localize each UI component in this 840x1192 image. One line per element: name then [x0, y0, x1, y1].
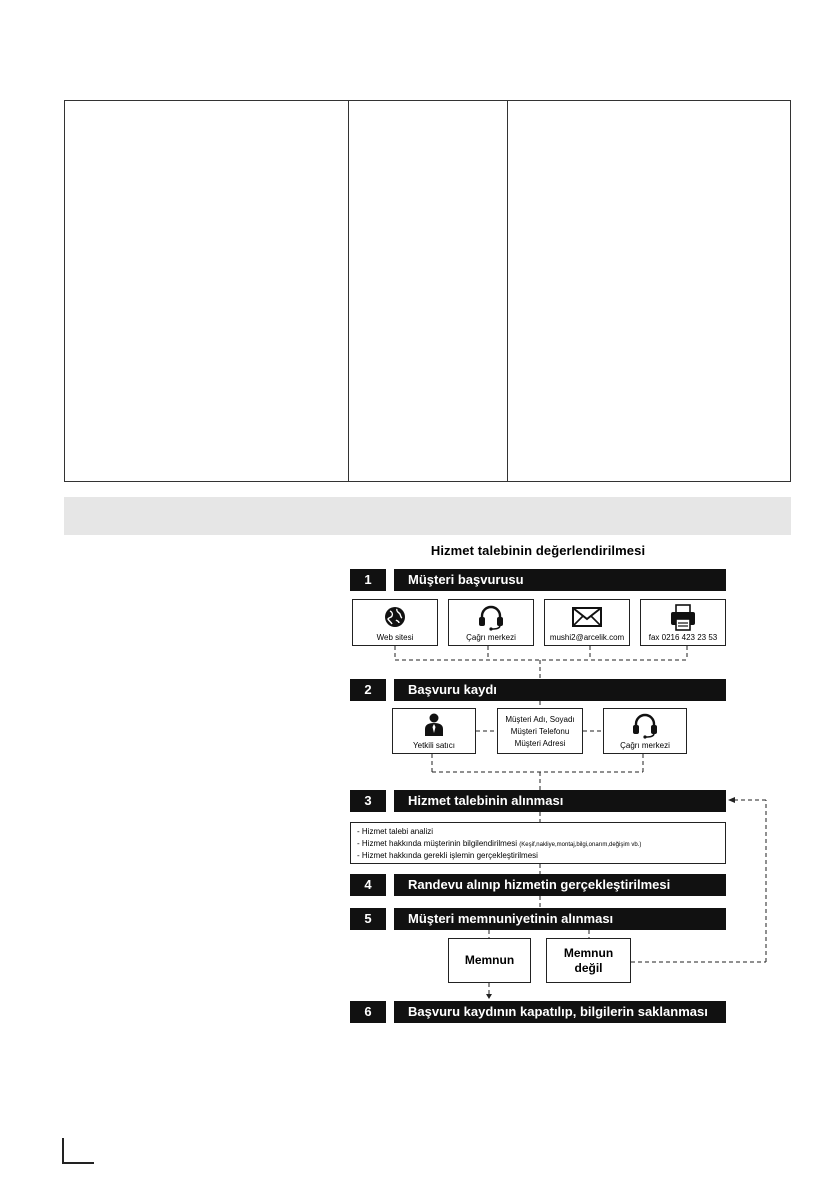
detail-line: - Hizmet hakkında gerekli işlemin gerçekleştirilmesi — [357, 851, 538, 860]
detail-text: - Hizmet hakkında müşterinin bilgilendirilmesi — [357, 839, 518, 848]
not-satisfied-label: Memnun — [563, 946, 614, 960]
step-label: Hizmet talebinin alınması — [408, 793, 564, 808]
channel-label: fax 0216 423 23 53 — [648, 633, 718, 642]
envelope-icon — [572, 607, 602, 627]
diagram-title: Hizmet talebinin değerlendirilmesi — [430, 543, 646, 558]
channel-label: Web sitesi — [376, 633, 414, 642]
step-3-bar — [350, 790, 726, 812]
step-number: 6 — [364, 1004, 372, 1019]
step-5-bar — [350, 908, 726, 930]
detail-line — [357, 839, 641, 848]
step-2-bar — [350, 679, 726, 701]
channel-call-center — [448, 599, 534, 646]
step-1-bar — [350, 569, 726, 591]
not-satisfied-box — [546, 938, 631, 983]
call-center-box — [603, 708, 687, 754]
step-label: Müşteri başvurusu — [408, 572, 524, 587]
channel-label: Çağrı merkezi — [466, 633, 516, 642]
step-label: Başvuru kaydının kapatılıp, bilgilerin saklanması — [408, 1004, 708, 1019]
step-number: 5 — [364, 911, 372, 926]
detail-line: Müşteri Adı, Soyadı — [505, 715, 575, 724]
headset-icon — [477, 605, 505, 631]
step-number: 1 — [364, 572, 372, 587]
step-number: 4 — [364, 877, 372, 892]
step-number: 3 — [364, 793, 372, 808]
detail-line: Müşteri Telefonu — [510, 727, 570, 736]
not-satisfied-label: değil — [574, 961, 603, 975]
call-center-label: Çağrı merkezi — [620, 741, 670, 750]
channel-fax — [640, 599, 726, 646]
step-label: Başvuru kaydı — [408, 682, 497, 697]
detail-note: (Keşif,nakliye,montaj,bilgi,onarım,değişim vb.) — [519, 842, 642, 848]
step-6-bar — [350, 1001, 726, 1023]
globe-icon — [384, 606, 406, 628]
satisfied-label: Memnun — [464, 953, 515, 967]
fax-icon — [669, 604, 697, 632]
step-number: 2 — [364, 682, 372, 697]
headset-icon — [631, 713, 659, 739]
satisfied-box — [448, 938, 531, 983]
detail-line: - Hizmet talebi analizi — [357, 827, 434, 836]
authorized-seller-box — [392, 708, 476, 754]
step-label: Randevu alınıp hizmetin gerçekleştirilmesi — [408, 877, 671, 892]
step-4-bar — [350, 874, 726, 896]
step-label: Müşteri memnuniyetinin alınması — [408, 911, 614, 926]
seller-label: Yetkili satıcı — [413, 741, 455, 750]
channel-email — [544, 599, 630, 646]
customer-details-box — [497, 708, 583, 754]
channel-label: mushi2@arcelik.com — [549, 633, 625, 642]
person-icon — [424, 713, 444, 737]
channel-web-site — [352, 599, 438, 646]
detail-line: Müşteri Adresi — [514, 739, 566, 748]
request-details-box — [350, 822, 726, 864]
